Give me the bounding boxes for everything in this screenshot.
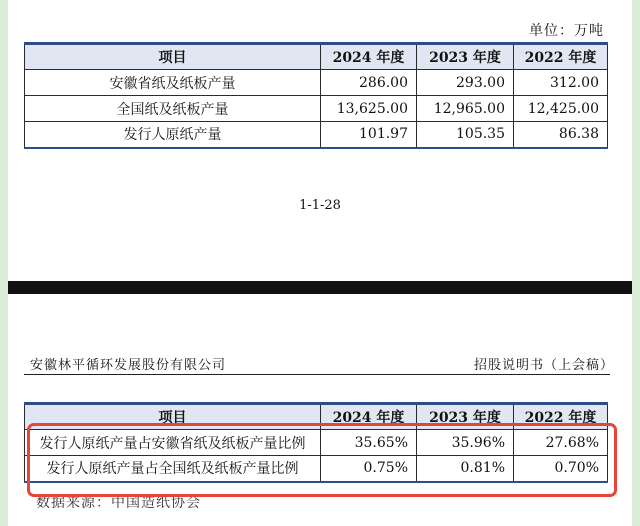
row-label: 发行人原纸产量占安徽省纸及纸板产量比例 bbox=[25, 430, 321, 456]
row-label: 发行人原纸产量 bbox=[25, 122, 321, 148]
company-name: 安徽林平循环发展股份有限公司 bbox=[30, 358, 227, 373]
cell-2023: 105.35 bbox=[417, 122, 514, 148]
table-row bbox=[25, 456, 608, 482]
table-row bbox=[25, 122, 608, 148]
table-row bbox=[25, 96, 608, 122]
unit-label: 单位：万吨 bbox=[529, 23, 604, 39]
data-source-note: 数据来源：中国造纸协会 bbox=[36, 495, 201, 511]
table-row bbox=[25, 70, 608, 96]
row-label: 全国纸及纸板产量 bbox=[25, 96, 321, 122]
cell-2023: 293.00 bbox=[417, 70, 514, 96]
header-rule bbox=[24, 374, 610, 375]
cell-2022: 312.00 bbox=[514, 70, 608, 96]
header-2023: 2023 年度 bbox=[417, 404, 514, 430]
header-2024: 2024 年度 bbox=[321, 44, 417, 70]
table-header-row bbox=[25, 404, 608, 430]
cell-2022: 0.70% bbox=[514, 456, 608, 482]
header-2023: 2023 年度 bbox=[417, 44, 514, 70]
cell-2023: 12,965.00 bbox=[417, 96, 514, 122]
header-2022: 2022 年度 bbox=[514, 404, 608, 430]
cell-2024: 13,625.00 bbox=[321, 96, 417, 122]
cell-2024: 35.65% bbox=[321, 430, 417, 456]
header-2022: 2022 年度 bbox=[514, 44, 608, 70]
header-2024: 2024 年度 bbox=[321, 404, 417, 430]
header-item: 项目 bbox=[25, 404, 321, 430]
cell-2024: 101.97 bbox=[321, 122, 417, 148]
cell-2024: 0.75% bbox=[321, 456, 417, 482]
cell-2022: 27.68% bbox=[514, 430, 608, 456]
row-label: 安徽省纸及纸板产量 bbox=[25, 70, 321, 96]
document-page bbox=[8, 0, 632, 526]
table-header-row bbox=[25, 44, 608, 70]
cell-2023: 35.96% bbox=[417, 430, 514, 456]
production-table bbox=[24, 42, 608, 149]
cell-2022: 86.38 bbox=[514, 122, 608, 148]
cell-2024: 286.00 bbox=[321, 70, 417, 96]
row-label: 发行人原纸产量占全国纸及纸板产量比例 bbox=[25, 456, 321, 482]
page-break-divider bbox=[8, 281, 632, 294]
cell-2022: 12,425.00 bbox=[514, 96, 608, 122]
ratio-table bbox=[24, 402, 608, 483]
document-title: 招股说明书（上会稿） bbox=[473, 358, 614, 373]
header-item: 项目 bbox=[25, 44, 321, 70]
page-number: 1-1-28 bbox=[299, 198, 341, 213]
table-row bbox=[25, 430, 608, 456]
cell-2023: 0.81% bbox=[417, 456, 514, 482]
